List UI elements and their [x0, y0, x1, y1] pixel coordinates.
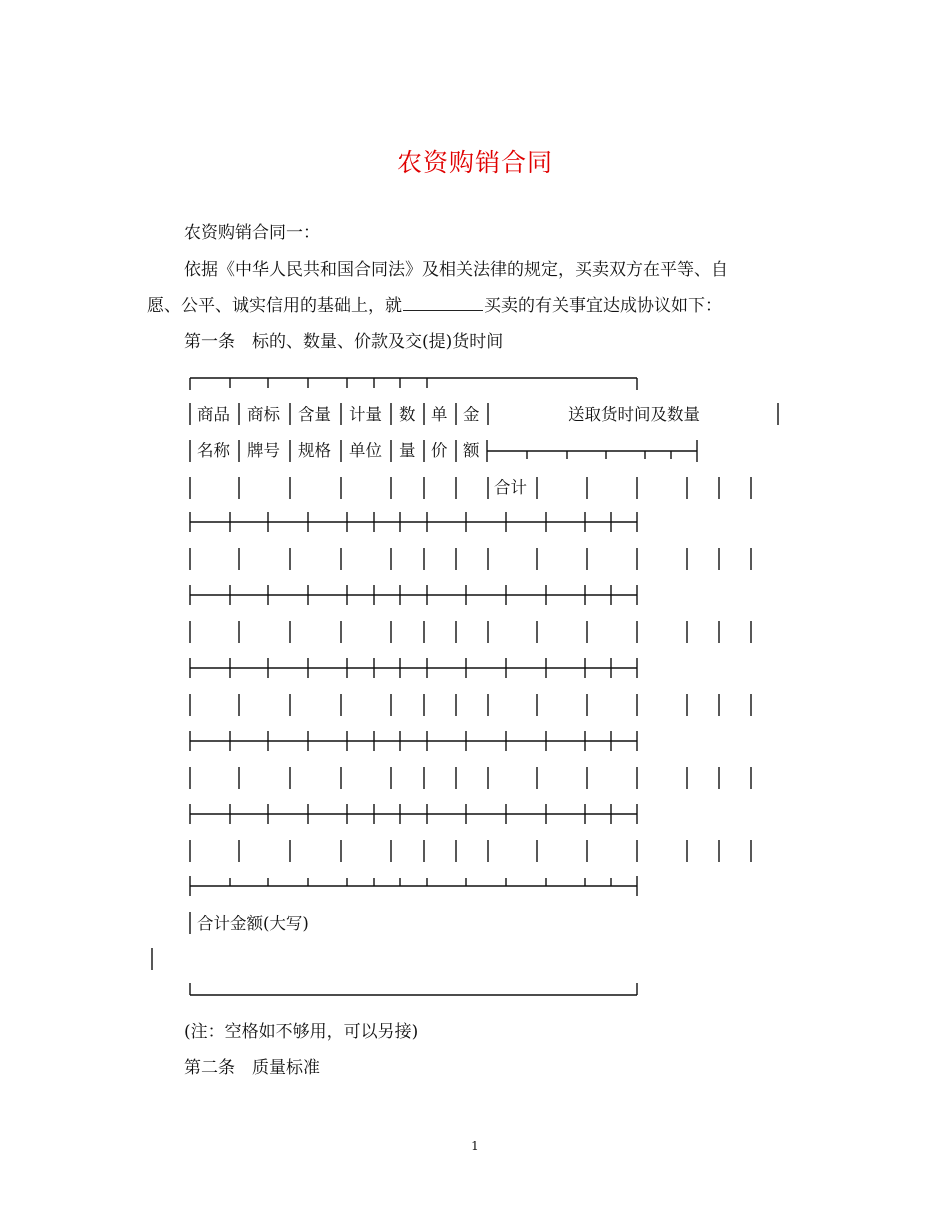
table-row — [190, 621, 751, 643]
row-separator — [190, 512, 637, 532]
paragraph-text: 买卖的有关事宜达成协议如下： — [484, 296, 722, 316]
intro-heading: 农资购销合同一： — [184, 223, 320, 243]
header-cell: 金 — [463, 405, 480, 424]
subtotal-label: 合计 — [494, 478, 527, 497]
table-row — [190, 767, 751, 789]
header-cell: 含量 — [298, 405, 331, 424]
article-2-heading: 第二条 质量标准 — [184, 1058, 320, 1078]
row-separator — [190, 876, 637, 896]
header-cell: 价 — [431, 441, 448, 460]
table-row — [190, 548, 751, 570]
table-row — [190, 840, 751, 862]
row-separator — [190, 585, 637, 605]
header-cell: 牌号 — [247, 441, 280, 460]
page-number: 1 — [471, 1139, 479, 1153]
row-separator — [190, 804, 637, 824]
header-cell: 单位 — [349, 441, 382, 460]
header-cell: 单 — [431, 405, 448, 424]
total-amount-label: 合计金额(大写) — [197, 914, 309, 933]
subtotal-row-borders — [190, 477, 751, 499]
paragraph-line: 依据《中华人民共和国合同法》及相关法律的规定，买卖双方在平等、自 — [184, 260, 728, 280]
row-separator — [190, 731, 637, 751]
header-cell: 额 — [463, 441, 480, 460]
table-row — [190, 694, 751, 716]
header-cell: 量 — [399, 441, 416, 460]
header-cell: 商标 — [247, 405, 280, 424]
header-cell: 数 — [399, 405, 416, 424]
article-1-heading: 第一条 标的、数量、价款及交(提)货时间 — [184, 332, 504, 352]
row-separator — [190, 658, 637, 678]
header-row-1 — [197, 405, 700, 424]
delivery-header: 送取货时间及数量 — [568, 405, 700, 424]
header-cell: 计量 — [349, 405, 382, 424]
header-cell: 名称 — [197, 441, 230, 460]
paragraph-text: 愿、公平、诚实信用的基础上，就 — [147, 296, 402, 316]
header-cell: 商品 — [197, 405, 230, 424]
table-bottom-border — [190, 983, 637, 995]
table-top-border — [190, 378, 637, 390]
document-title: 农资购销合同 — [396, 148, 553, 177]
table-note: (注：空格如不够用，可以另接) — [184, 1022, 419, 1042]
header-cell: 规格 — [298, 441, 331, 460]
